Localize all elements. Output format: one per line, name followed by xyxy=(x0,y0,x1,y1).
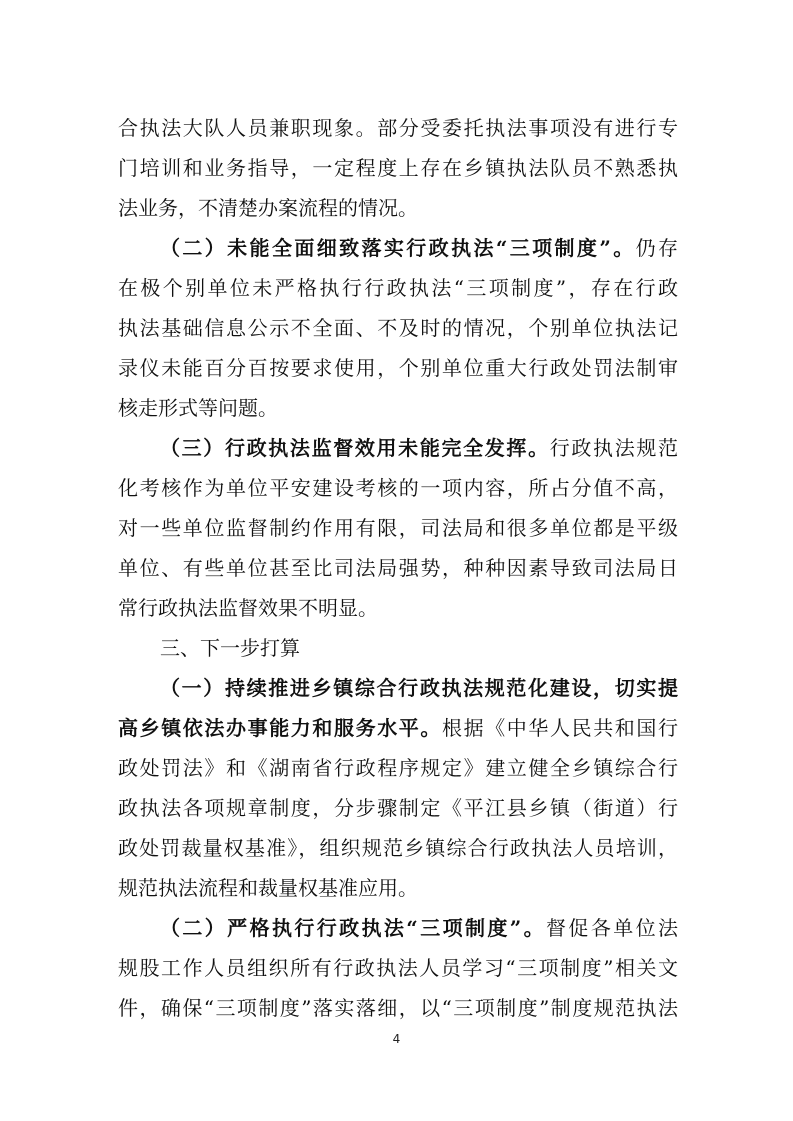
section-heading: （二）严格执行行政执法“三项制度”。 xyxy=(160,916,547,940)
page-number: 4 xyxy=(392,1032,401,1046)
text-line: 在极个别单位未严格执行行政执法“三项制度”，存在行政 xyxy=(118,276,678,300)
text-line: 单位、有些单位甚至比司法局强势，种种因素导致司法局日 xyxy=(118,556,678,580)
section-heading-line xyxy=(118,714,678,742)
text-line: 件，确保“三项制度”落实落细，以“三项制度”制度规范执法 xyxy=(118,996,678,1020)
section-heading: （二）未能全面细致落实行政执法“三项制度”。 xyxy=(160,236,636,260)
text-line: 法业务，不清楚办案流程的情况。 xyxy=(118,196,418,220)
text-line: 政执法各项规章制度，分步骤制定《平江县乡镇（街道）行 xyxy=(118,796,678,820)
text-fragment: 仍存 xyxy=(635,236,678,260)
text-line: 门培训和业务指导，一定程度上存在乡镇执法队员不熟悉执 xyxy=(118,156,678,180)
text-line: 规范执法流程和裁量权基准应用。 xyxy=(118,876,418,900)
section-heading: （一）持续推进乡镇综合行政执法规范化建设，切实提 xyxy=(160,676,678,700)
text-line: 对一些单位监督制约作用有限，司法局和很多单位都是平级 xyxy=(118,516,678,540)
text-line: 合执法大队人员兼职现象。部分受委托执法事项没有进行专 xyxy=(118,116,678,140)
text-line: 录仪未能百分百按要求使用，个别单位重大行政处罚法制审 xyxy=(118,356,678,380)
section-heading-line xyxy=(160,234,678,262)
text-line: 政处罚法》和《湖南省行政程序规定》建立健全乡镇综合行 xyxy=(118,756,678,780)
text-line: 化考核作为单位平安建设考核的一项内容，所占分值不高， xyxy=(118,476,678,500)
text-fragment: 行政执法规范 xyxy=(549,436,678,460)
text-fragment: 督促各单位法 xyxy=(546,916,678,940)
chapter-heading: 三、下一步打算 xyxy=(160,636,300,660)
text-line: 常行政执法监督效果不明显。 xyxy=(118,596,378,620)
text-line: 规股工作人员组织所有行政执法人员学习“三项制度”相关文 xyxy=(118,956,678,980)
section-heading: （三）行政执法监督效用未能完全发挥。 xyxy=(160,436,550,460)
section-heading-continued: 高乡镇依法办事能力和服务水平。 xyxy=(118,716,442,740)
section-heading-line xyxy=(160,434,678,462)
text-line: 执法基础信息公示不全面、不及时的情况，个别单位执法记 xyxy=(118,316,678,340)
text-line: 政处罚裁量权基准》，组织规范乡镇综合行政执法人员培训， xyxy=(118,836,678,860)
section-heading-line xyxy=(160,914,678,942)
text-line: 核走形式等问题。 xyxy=(118,396,278,420)
text-fragment: 根据《中华人民共和国行 xyxy=(442,716,678,740)
